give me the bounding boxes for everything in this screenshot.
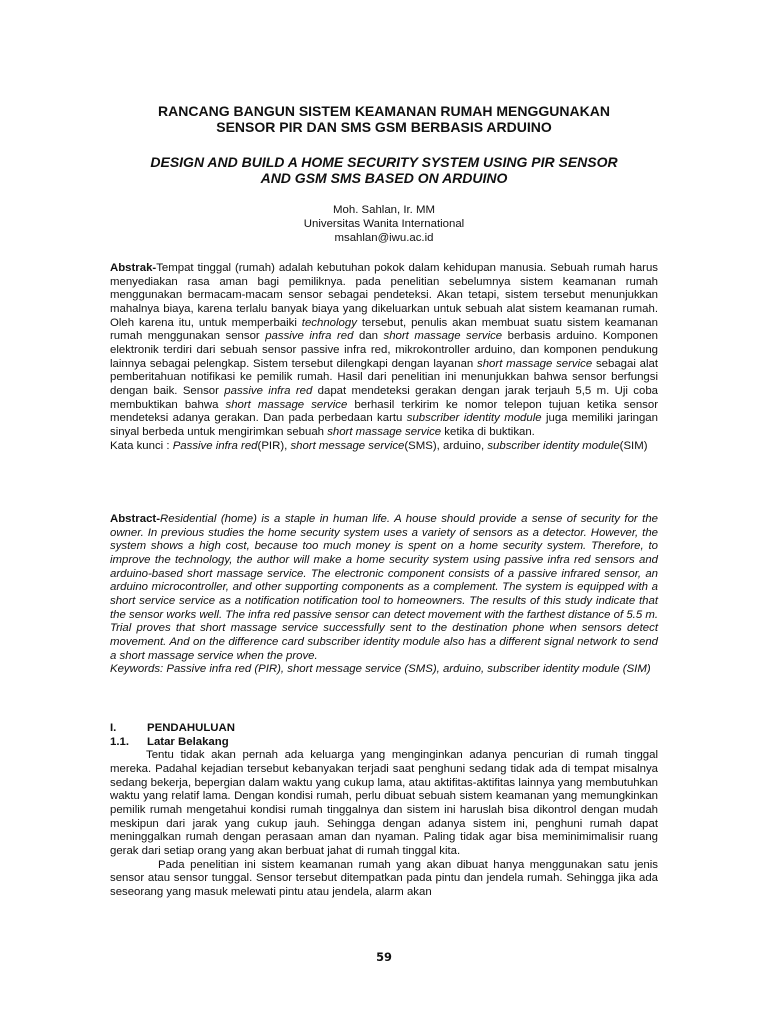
abstrak-emphasis: passive infra red (224, 384, 313, 397)
body-paragraph: Tentu tidak akan pernah ada keluarga yang menginginkan adanya pencurian di rumah tinggal mereka. Padahal kejadian tersebut kebanyakan terjadi saat penghuni sedang tidak ada di tempat misalnya sedang bekerja, bepergian dalam waktu yang cukup lama, atau aktifitas-aktifitas lainnya yang membutuhkan waktu yang relatif lama. Dengan kondisi rumah, perlu dibuat sebuah sistem keamanan yang memungkinkan pemilik rumah mengetahui kondisi rumah tinggalnya dan sistem ini haruslah bisa dikontrol dengan mudah meskipun dari jarak yang cukup jauh. Sehingga dengan adanya sistem ini, penghuni rumah dapat meninggalkan rumah dengan perasaan aman dan nyaman. Paling tidak agar bisa meminimimalisir ruang gerak dari setiap orang yang akan berbuat jahat di rumah tinggal kita. (110, 749, 658, 857)
abstrak-text: berbasis arduino. Komponen elektronik terdiri dari sebuah sensor passive infra red, mikrokontroller arduino, dan komponen pendukung lainnya sebagai pelengkap. Sistem tersebut dilengkapi dengan layanan (110, 330, 658, 370)
abstrak-emphasis: short massage service (477, 357, 593, 370)
subsection-heading (110, 736, 658, 750)
title-line: DESIGN AND BUILD A HOME SECURITY SYSTEM USING PIR SENSOR (150, 154, 618, 170)
abstract-label: Abstract- (110, 513, 161, 525)
abstrak-emphasis: short massage service (327, 425, 442, 438)
abstract-text: Residential (home) is a staple in human life. A house should provide a sense of security for the owner. In previous studies the home security system uses a variety of sensors as a detector. However, the system shows a high cost, because too much money is spent on a home security system. Therefore, to improve the technology, the author will make a home security system using passive infra red sensors and arduino-based short massage service. The electronic component consists of a passive infrared sensor, an arduino microcontroller, and other supporting components as a complement. The system is equipped with a short service service as a notification notification tool to homeowners. The results of this study indicate that the sensor works well. The infra red passive sensor can detect movement with the farthest distance of 5.5 m. Trial proves that short massage service successfully sent to the destination phone when sensors detect movement. And on the difference card subscriber identity module also has a different signal network to send a short massage service when the prove. (110, 513, 658, 662)
title-line: AND GSM SMS BASED ON ARDUINO (260, 170, 508, 186)
kata-kunci (110, 440, 658, 454)
abstract-section (110, 513, 658, 677)
body-paragraph: Pada penelitian ini sistem keamanan rumah yang akan dibuat hanya menggunakan satu jenis sensor atau sensor tunggal. Sensor tersebut ditempatkan pada pintu dan jendela rumah. Sehingga jika ada seseorang yang masuk melewati pintu atau jendela, alarm akan (110, 858, 658, 898)
page-number: 59 (376, 950, 392, 964)
abstrak-section (110, 262, 658, 453)
keyword-emphasis: subscriber identity module (487, 439, 620, 452)
abstrak-text: ketika di buktikan. (441, 425, 535, 438)
keyword-emphasis: short message service (290, 439, 405, 452)
keyword-text: Kata kunci : (110, 439, 173, 452)
abstrak-paragraph (110, 262, 658, 440)
abstrak-emphasis: short massage service (225, 398, 348, 411)
abstract-paragraph (110, 513, 658, 663)
abstrak-text: sebagai alat pemberitahuan notifikasi ke pemilik rumah. Hasil dari penelitian ini menunjukkan bahwa sensor berfungsi dengan baik. Sensor (110, 357, 658, 397)
abstrak-text: Tempat tinggal (rumah) adalah kebutuhan pokok dalam kehidupan manusia. Sebuah rumah harus menyediakan rasa aman bagi pemiliknya. pada penelitian sebelumnya sistem keamanan rumah menggunakan bermacam-macam sensor sebagai pendeteksi. Akan tetapi, sistem tersebut menunjukkan mahalnya biaya, karena terlalu banyak biaya yang dikeluarkan untuk sebuah alat sistem keamanan rumah. Oleh karena itu, untuk memperbaiki (110, 262, 658, 329)
section-number: I. (110, 722, 117, 734)
author-affiliation: Universitas Wanita International (303, 218, 465, 230)
keyword-text: (PIR), (257, 439, 291, 452)
abstrak-text: tersebut, penulis akan membuat suatu sistem keamanan rumah menggunakan sensor (110, 316, 658, 343)
subsection-number: 1.1. (110, 735, 129, 748)
keyword-text: (SIM) (619, 439, 648, 452)
paper-title-indonesian (60, 103, 708, 135)
subsection-title: Latar Belakang (147, 735, 229, 748)
abstrak-text: berhasil terkirim ke nomor telepon tujuan ketika sensor mendeteksi adanya gerakan. Dan pada perbedaan kartu (110, 398, 658, 425)
section-title: PENDAHULUAN (147, 722, 235, 734)
abstrak-emphasis: subscriber identity module (406, 412, 542, 425)
abstrak-text: juga memiliki jaringan sinyal berbeda untuk mengirimkan sebuah (110, 412, 658, 438)
keywords-english: Keywords: Passive infra red (PIR), short message service (SMS), arduino, subscriber identity module (SIM) (110, 663, 651, 676)
abstrak-emphasis: passive infra red (265, 330, 354, 343)
keyword-emphasis: Passive infra red (172, 439, 258, 452)
introduction-section (110, 722, 658, 900)
abstrak-label: Abstrak- (110, 262, 157, 274)
title-line: SENSOR PIR DAN SMS GSM BERBASIS ARDUINO (216, 119, 552, 135)
section-heading (110, 722, 658, 736)
author-block (200, 203, 568, 245)
keyword-text: (SMS), arduino, (404, 439, 488, 452)
paper-title-english (60, 154, 708, 186)
title-line: RANCANG BANGUN SISTEM KEAMANAN RUMAH MENGGUNAKAN (158, 103, 610, 119)
author-name: Moh. Sahlan, Ir. MM (333, 204, 435, 216)
abstrak-emphasis: short massage service (383, 330, 503, 343)
abstrak-text: dan (353, 330, 384, 343)
author-email: msahlan@iwu.ac.id (334, 232, 434, 244)
abstrak-text: dapat mendeteksi gerakan dengan jarak terjauh 5,5 m. Uji coba membuktikan bahwa (110, 384, 658, 411)
abstrak-emphasis: technology (301, 316, 357, 329)
